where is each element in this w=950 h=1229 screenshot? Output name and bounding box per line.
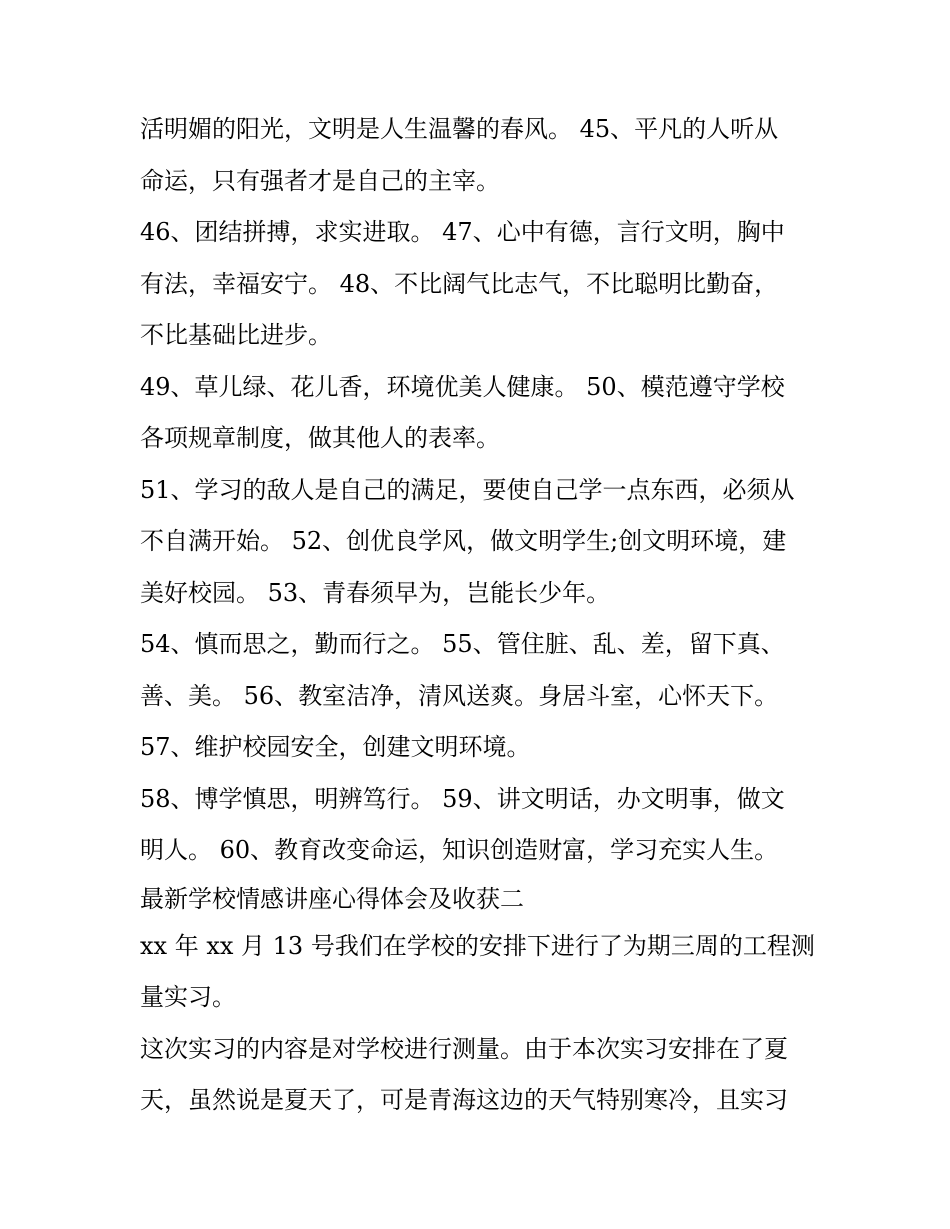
section-heading: 最新学校情感讲座心得体会及收获二	[140, 884, 524, 913]
text-line: 46、团结拼搏，求实进取。 47、心中有德，言行文明，胸中	[140, 218, 785, 246]
text-line: 不比基础比进步。	[140, 321, 332, 349]
text-line: 这次实习的内容是对学校进行测量。由于本次实习安排在了夏	[140, 1034, 788, 1063]
text-line: 天，虽然说是夏天了，可是青海这边的天气特别寒冷，且实习	[140, 1086, 788, 1114]
text-line: 活明媚的阳光，文明是人生温馨的春风。 45、平凡的人听从	[140, 115, 779, 143]
text-line: 51、学习的敌人是自己的满足，要使自己学一点东西，必须从	[140, 475, 795, 504]
text-line: 不自满开始。 52、创优良学风，做文明学生;创文明环境，建	[140, 527, 787, 555]
text-line: 54、慎而思之，勤而行之。 55、管住脏、乱、差，留下真、	[140, 630, 785, 658]
text-line: 58、博学慎思，明辨笃行。 59、讲文明话，办文明事，做文	[140, 784, 785, 813]
text-line: 命运，只有强者才是自己的主宰。	[140, 166, 500, 195]
text-line: 量实习。	[140, 983, 236, 1011]
text-line: 善、美。 56、教室洁净，清风送爽。身居斗室，心怀天下。	[140, 681, 779, 710]
text-line: 49、草儿绿、花儿香，环境优美人健康。 50、模范遵守学校	[140, 372, 785, 401]
text-line: 明人。 60、教育改变命运，知识创造财富，学习充实人生。	[140, 836, 779, 864]
text-line: 美好校园。 53、青春须早为，岂能长少年。	[140, 578, 611, 607]
document-body	[140, 104, 830, 1127]
text-line: 有法，幸福安宁。 48、不比阔气比志气，不比聪明比勤奋，	[140, 269, 779, 298]
text-line: 各项规章制度，做其他人的表率。	[140, 424, 500, 452]
text-line: xx 年 xx 月 13 号我们在学校的安排下进行了为期三周的工程测	[140, 931, 815, 960]
text-line: 57、维护校园安全，创建文明环境。	[140, 733, 531, 761]
